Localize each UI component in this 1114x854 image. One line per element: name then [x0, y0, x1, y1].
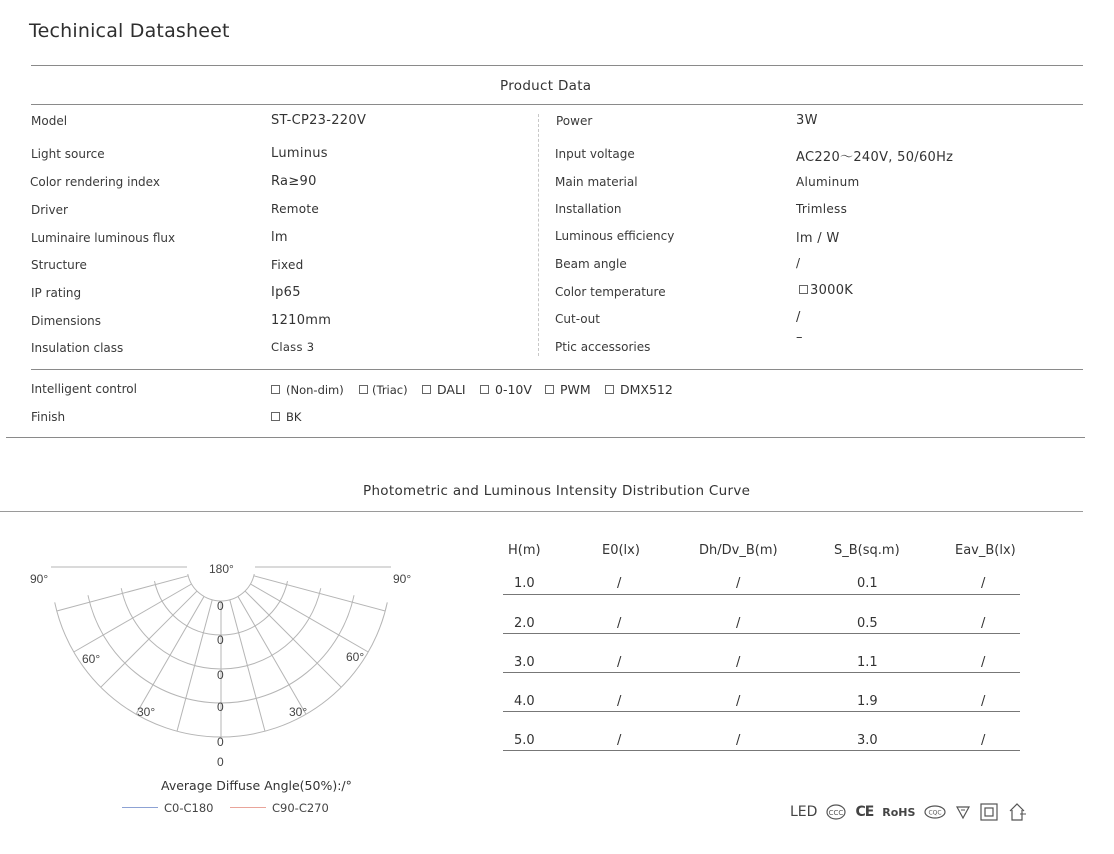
polar-radial-value: 0 — [217, 700, 224, 714]
spec-label-cri: Color rendering index — [30, 175, 160, 189]
polar-radial-value: 0 — [217, 599, 224, 613]
table-cell: 1.9 — [857, 694, 878, 709]
table-cell: / — [736, 616, 741, 631]
spec-label-light-source: Light source — [31, 147, 105, 161]
spec-value-ip-rating: Ip65 — [271, 285, 301, 300]
table-cell: 1.0 — [514, 576, 535, 591]
spec-value-driver: Remote — [271, 202, 320, 216]
option-pwm[interactable] — [545, 382, 591, 397]
spec-value-main-material: Aluminum — [796, 175, 860, 189]
spec-label-beam-angle: Beam angle — [555, 257, 627, 271]
divider — [31, 65, 1083, 66]
legend-label-c90: C90-C270 — [272, 801, 329, 815]
spec-value-power: 3W — [796, 113, 818, 128]
rohs-mark: RoHS — [882, 805, 916, 819]
table-cell: 0.1 — [857, 576, 878, 591]
option-label: (Non-dim) — [286, 383, 344, 397]
polar-label-left-90: 90° — [30, 572, 49, 586]
option-non-dim[interactable] — [271, 383, 344, 397]
table-cell: 1.1 — [857, 655, 878, 670]
legend-line-c0 — [122, 807, 158, 808]
spec-value-luminous-efficiency: lm / W — [796, 231, 840, 246]
option-label: DMX512 — [620, 382, 673, 397]
option-finish-bk[interactable] — [271, 410, 301, 424]
ce-mark: CE — [855, 804, 874, 820]
class-ii-icon — [980, 803, 998, 821]
divider — [6, 437, 1085, 438]
polar-radial-value: 0 — [217, 735, 224, 749]
polar-bottom-value: 0 — [217, 755, 224, 769]
checkbox-icon — [799, 285, 808, 294]
spec-value-luminous-flux: lm — [271, 230, 288, 245]
polar-spoke — [57, 576, 188, 611]
table-cell: 4.0 — [514, 694, 535, 709]
checkbox-icon — [480, 385, 489, 394]
spec-value-cut-out: / — [796, 310, 801, 325]
spec-value-color-temperature — [799, 283, 853, 298]
table-header-s-b: S_B(sq.m) — [834, 543, 900, 558]
table-cell: / — [981, 733, 986, 748]
table-cell: / — [617, 576, 622, 591]
checkbox-icon — [605, 385, 614, 394]
ccc-mark-icon — [826, 804, 846, 820]
spec-label-insulation: Insulation class — [31, 341, 124, 355]
spec-label-power: Power — [556, 114, 593, 128]
spec-label-luminous-efficiency: Luminous efficiency — [555, 229, 675, 243]
table-row-divider — [503, 750, 1020, 751]
certification-marks — [790, 800, 1027, 824]
spec-label-driver: Driver — [31, 203, 68, 217]
legend-label-c0: C0-C180 — [164, 801, 214, 815]
checkbox-icon — [271, 412, 280, 421]
table-cell: / — [736, 655, 741, 670]
table-cell: / — [617, 616, 622, 631]
table-row-divider — [503, 711, 1020, 712]
spec-value-structure: Fixed — [271, 258, 304, 272]
led-mark: LED — [790, 804, 818, 820]
table-row-divider — [503, 633, 1020, 634]
average-diffuse-angle: Average Diffuse Angle(50%):/° — [161, 778, 352, 793]
spec-label-installation: Installation — [555, 202, 622, 216]
table-cell: / — [981, 694, 986, 709]
svg-text:CCC: CCC — [829, 809, 844, 817]
table-cell: / — [736, 576, 741, 591]
spec-value-cri: Ra≥90 — [271, 174, 317, 189]
option-dali[interactable] — [422, 382, 466, 397]
option-label: 0-10V — [495, 382, 532, 397]
spec-label-ip-rating: IP rating — [31, 286, 82, 300]
color-temperature-text: 3000K — [810, 283, 854, 298]
polar-radial-value: 0 — [217, 633, 224, 647]
polar-label-right-90: 90° — [393, 572, 412, 586]
spec-label-input-voltage: Input voltage — [555, 147, 635, 161]
spec-value-model: ST-CP23-220V — [271, 113, 367, 128]
option-triac[interactable] — [359, 383, 408, 397]
table-cell: / — [617, 655, 622, 670]
intelligent-control-label: Intelligent control — [31, 382, 137, 396]
divider — [0, 511, 1083, 512]
divider — [31, 369, 1083, 370]
table-header-e0: E0(lx) — [602, 543, 640, 558]
spec-value-insulation: Class 3 — [271, 340, 315, 354]
polar-ring — [188, 574, 255, 601]
table-row-divider — [503, 672, 1020, 673]
polar-radial-value: 0 — [217, 668, 224, 682]
spec-label-main-material: Main material — [555, 175, 638, 189]
spec-label-optic-accessories: Ptic accessories — [555, 340, 651, 354]
table-cell: 0.5 — [857, 616, 878, 631]
polar-label-right-60: 60° — [346, 650, 365, 664]
option-label: PWM — [560, 382, 591, 397]
spec-value-input-voltage: AC220～240V, 50/60Hz — [796, 150, 954, 165]
spec-label-luminous-flux: Luminaire luminous flux — [31, 231, 176, 245]
spec-label-structure: Structure — [31, 258, 87, 272]
table-cell: / — [617, 733, 622, 748]
polar-intensity-diagram — [0, 530, 430, 770]
table-cell: / — [981, 655, 986, 670]
polar-spoke — [74, 584, 192, 652]
checkbox-icon — [359, 385, 368, 394]
option-dmx512[interactable] — [605, 382, 673, 397]
legend-line-c90 — [230, 807, 266, 808]
table-cell: 3.0 — [514, 655, 535, 670]
table-cell: / — [617, 694, 622, 709]
photometric-heading: Photometric and Luminous Intensity Distribution Curve — [363, 483, 751, 499]
polar-label-right-30: 30° — [289, 705, 308, 719]
table-cell: 3.0 — [857, 733, 878, 748]
table-cell: / — [736, 694, 741, 709]
svg-text:CQC: CQC — [928, 809, 942, 817]
product-data-heading: Product Data — [500, 78, 592, 94]
page-title: Techinical Datasheet — [29, 20, 230, 42]
polar-label-left-30: 30° — [137, 705, 156, 719]
spec-value-dimensions: 1210mm — [271, 313, 332, 328]
table-header-eav-b: Eav_B(lx) — [955, 543, 1016, 558]
table-header-dh-dv: Dh/Dv_B(m) — [699, 543, 778, 558]
polar-label-left-60: 60° — [82, 652, 101, 666]
table-cell: / — [981, 616, 986, 631]
polar-label-180: 180° — [209, 562, 234, 576]
option-0-10v[interactable] — [480, 382, 532, 397]
finish-label: Finish — [31, 410, 66, 424]
triangle-mark-icon — [955, 804, 971, 820]
option-label: BK — [286, 410, 302, 424]
spec-value-optic-accessories: – — [796, 330, 803, 345]
spec-value-light-source: Luminus — [271, 146, 328, 161]
option-label: (Triac) — [372, 383, 408, 397]
indoor-use-icon — [1007, 802, 1027, 822]
option-label: DALI — [437, 382, 466, 397]
polar-spoke — [177, 600, 212, 731]
table-header-h: H(m) — [508, 543, 541, 558]
table-cell: / — [981, 576, 986, 591]
cqc-mark-icon — [924, 805, 946, 819]
table-cell: 5.0 — [514, 733, 535, 748]
polar-spoke — [254, 576, 385, 611]
spec-label-cut-out: Cut-out — [555, 312, 600, 326]
polar-spoke — [250, 584, 368, 652]
table-cell: 2.0 — [514, 616, 535, 631]
polar-spoke — [245, 591, 341, 687]
spec-value-beam-angle: / — [796, 256, 801, 270]
table-row-divider — [503, 594, 1020, 595]
polar-spoke — [136, 596, 204, 714]
checkbox-icon — [422, 385, 431, 394]
divider — [31, 104, 1083, 105]
checkbox-icon — [271, 385, 280, 394]
spec-label-color-temperature: Color temperature — [555, 285, 666, 299]
checkbox-icon — [545, 385, 554, 394]
spec-label-dimensions: Dimensions — [31, 314, 102, 328]
spec-label-model: Model — [31, 114, 68, 128]
table-cell: / — [736, 733, 741, 748]
polar-spoke — [238, 596, 306, 714]
spec-value-installation: Trimless — [796, 202, 848, 216]
polar-spoke — [230, 600, 265, 731]
polar-spoke — [101, 591, 197, 687]
column-separator — [538, 114, 539, 356]
